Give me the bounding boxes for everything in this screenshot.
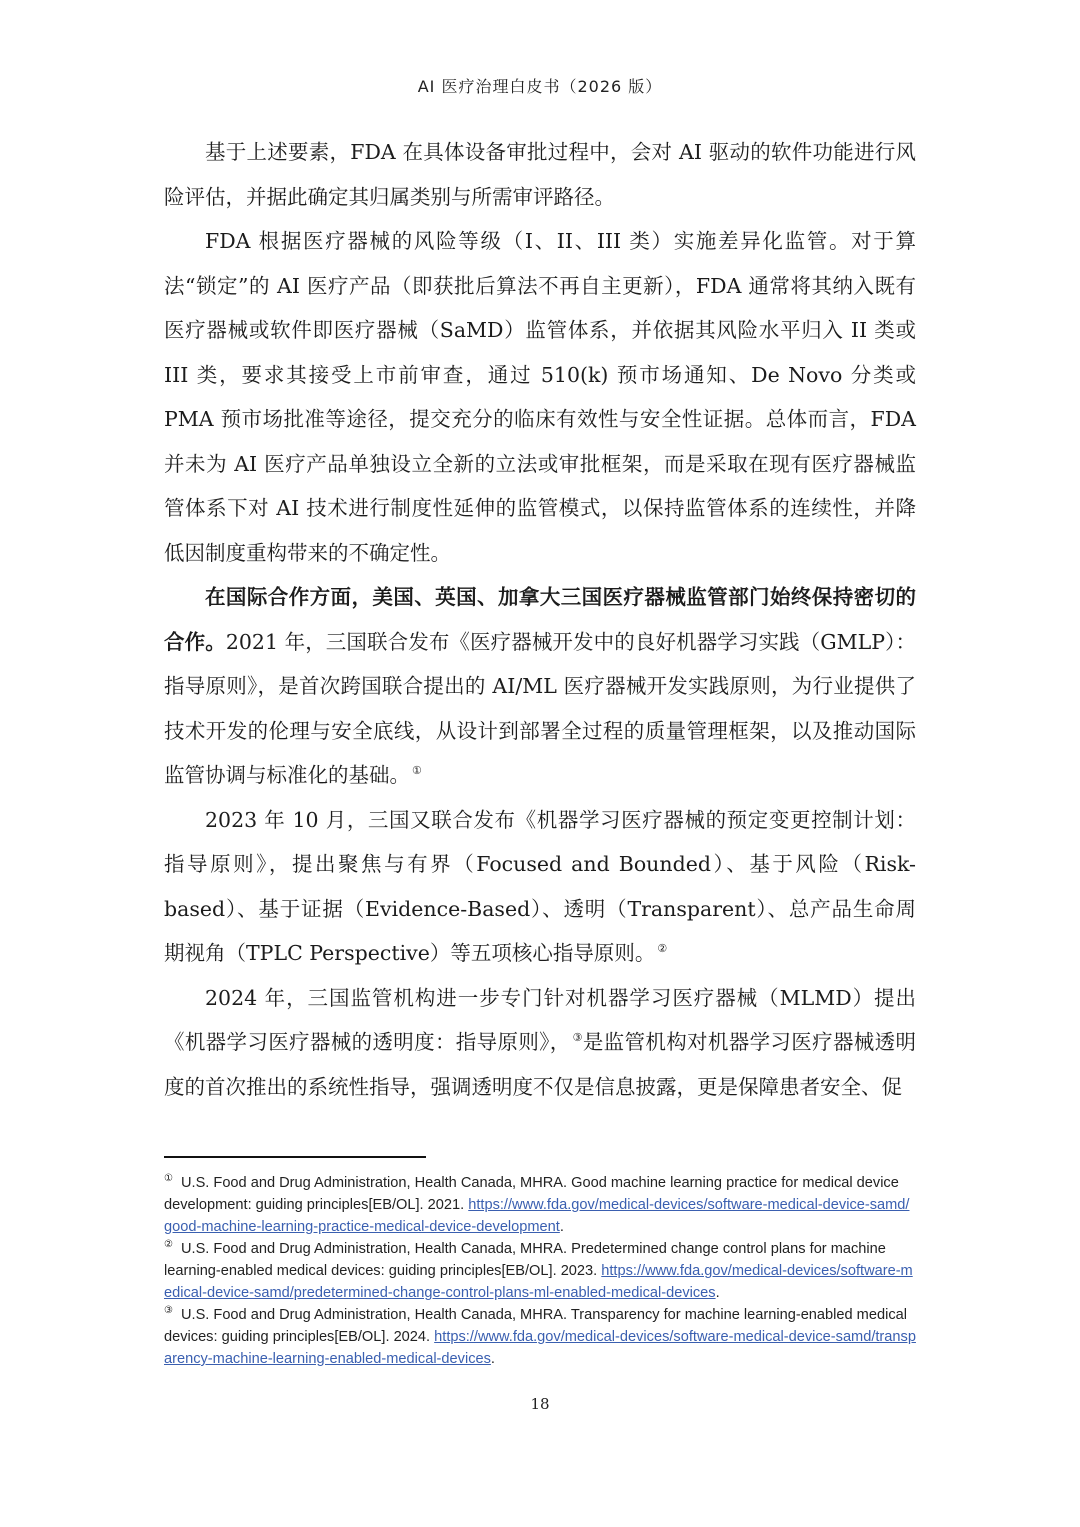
footnote-2-text: U.S. Food and Drug Administration, Health Canada, MHRA. Predetermined change control plans for machine learning-enabled medical devices: guiding principles[EB/OL]. 2023. [164,1241,886,1279]
footnote-2-tail: . [715,1285,720,1301]
paragraph-3 [164,575,916,798]
footnote-1-text: U.S. Food and Drug Administration, Health Canada, MHRA. Good machine learning practice for medical device development: guiding principles[EB/OL]. 2021. [164,1175,899,1213]
footnote-3-text: U.S. Food and Drug Administration, Health Canada, MHRA. Transparency for machine learning-enabled medical devices: guiding principles[EB/OL]. 2024. [164,1307,907,1345]
paragraph-3-bold-lead: 在国际合作方面，美国、英国、加拿大三国医疗器械监管部门始终保持密切的合作。 [164,585,916,654]
footnote-2 [164,1238,916,1304]
footnote-1-link[interactable]: https://www.fda.gov/medical-devices/software-medical-device-samd/good-machine-learning-practice-medical-device-development [164,1197,910,1235]
footnote-1-tail: . [559,1219,564,1235]
footnote-3-mark: ③ [164,1305,173,1317]
footnotes [164,1172,916,1370]
paragraph-5-text-b: 是监管机构对机器学习医疗器械透明度的首次推出的系统性指导，强调透明度不仅是信息披露，更是保障患者安全、促 [164,1030,916,1099]
footnote-2-link[interactable]: https://www.fda.gov/medical-devices/software-medical-device-samd/predetermined-change-control-plans-ml-enabled-medical-devices [164,1263,913,1301]
footnote-2-mark: ② [164,1239,173,1251]
paragraph-1-text: 基于上述要素，FDA 在具体设备审批过程中，会对 AI 驱动的软件功能进行风险评估，并据此确定其归属类别与所需审评路径。 [164,140,916,209]
paragraph-4 [164,798,916,976]
footnote-ref-2[interactable]: ② [657,942,668,956]
footnote-1 [164,1172,916,1238]
footnote-3-link[interactable]: https://www.fda.gov/medical-devices/software-medical-device-samd/transparency-machine-learning-enabled-medical-devices [164,1329,916,1367]
footnote-3-tail: . [490,1351,495,1367]
page-number: 18 [530,1395,550,1413]
footnote-ref-3[interactable]: ③ [572,1031,583,1045]
footnote-ref-1[interactable]: ① [412,764,422,778]
paragraph-2-text: FDA 根据医疗器械的风险等级（I、II、III 类）实施差异化监管。对于算法“锁定”的 AI 医疗产品（即获批后算法不再自主更新），FDA 通常将其纳入既有医疗器械或软件即医疗器械（SaMD）监管体系，并依据其风险水平归入 II 类或 III 类，要求其接受上市前审查，通过 510(k) 预市场通知、De Novo 分类或 PMA 预市场批准等途径，提交充分的临床有效性与安全性证据。总体而言，FDA 并未为 AI 医疗产品单独设立全新的立法或审批框架，而是采取在现有医疗器械监管体系下对 AI 技术进行制度性延伸的监管模式，以保持监管体系的连续性，并降低因制度重构带来的不确定性。 [164,229,916,565]
paragraph-2 [164,219,916,575]
body-text [164,130,916,1109]
footnote-3 [164,1304,916,1370]
paragraph-3-text: 2021 年，三国联合发布《医疗器械开发中的良好机器学习实践（GMLP）：指导原则》，是首次跨国联合提出的 AI/ML 医疗器械开发实践原则，为行业提供了技术开发的伦理与安全底线，从设计到部署全过程的质量管理框架，以及推动国际监管协调与标准化的基础。 [164,629,916,787]
paragraph-5-text-a: 2024 年，三国监管机构进一步专门针对机器学习医疗器械（MLMD）提出《机器学习医疗器械的透明度：指导原则》， [164,985,916,1054]
footnote-1-mark: ① [164,1173,173,1185]
paragraph-1 [164,130,916,219]
page-header: AI 医疗治理白皮书（2026 版） [417,77,663,96]
paragraph-4-text: 2023 年 10 月，三国又联合发布《机器学习医疗器械的预定变更控制计划：指导原则》，提出聚焦与有界（Focused and Bounded）、基于风险（Risk-based）、基于证据（Evidence-Based）、透明（Transparent）、总产品生命周期视角（TPLC Perspective）等五项核心指导原则。 [164,807,916,965]
footnote-divider [164,1156,426,1158]
paragraph-5 [164,976,916,1110]
